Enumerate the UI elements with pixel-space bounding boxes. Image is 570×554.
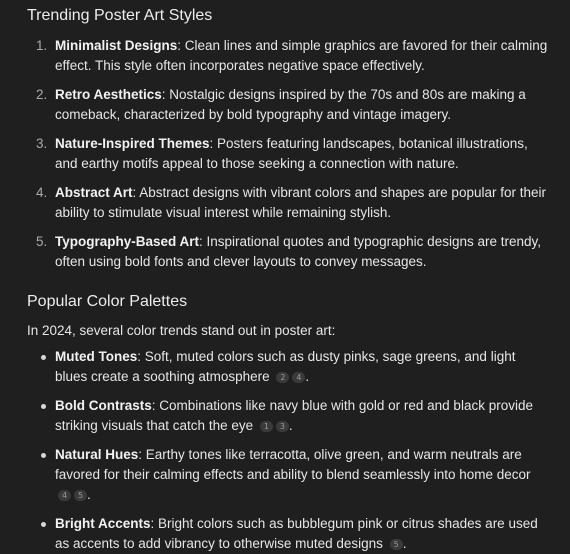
item-end: . <box>288 418 293 433</box>
item-term: Typography-Based Art <box>55 234 200 249</box>
item-term: Muted Tones <box>55 349 138 364</box>
list-number: 5. <box>36 234 48 249</box>
color-palettes-list <box>27 347 548 554</box>
item-text: : Inspirational quotes and typographic designs are trendy, often using bold fonts and clever layouts to convey messages. <box>55 234 541 269</box>
list-number: 3. <box>36 136 48 151</box>
item-text: : Clean lines and simple graphics are favored for their calming effect. This style often incorporates negative space effectively. <box>55 38 548 73</box>
list-item <box>27 183 548 223</box>
section-intro: In 2024, several color trends stand out in poster art: <box>27 323 336 338</box>
citation-badge[interactable]: 4 <box>58 490 71 501</box>
item-term: Natural Hues <box>55 447 139 462</box>
bullet-dot <box>41 453 46 458</box>
list-item <box>27 514 548 554</box>
list-item <box>27 445 548 505</box>
item-term: Retro Aesthetics <box>55 87 162 102</box>
item-end: . <box>305 369 310 384</box>
list-number: 2. <box>36 87 48 102</box>
citation-badge[interactable]: 5 <box>390 539 403 550</box>
item-text: : Bright colors such as bubblegum pink or citrus shades are used as accents to add vibrancy to otherwise muted designs <box>55 516 538 551</box>
list-item <box>27 85 548 125</box>
list-number: 4. <box>36 185 48 200</box>
bullet-dot <box>41 404 46 409</box>
citation-badge[interactable]: 2 <box>276 372 289 383</box>
item-text: : Earthy tones like terracotta, olive green, and warm neutrals are favored for their calming effects and ability to blend seamlessly into home decor <box>55 447 531 482</box>
item-term: Abstract Art <box>55 185 133 200</box>
citation-badge[interactable]: 4 <box>292 372 305 383</box>
item-end: . <box>402 536 407 551</box>
bullet-dot <box>41 522 46 527</box>
item-term: Nature-Inspired Themes <box>55 136 210 151</box>
list-number: 1. <box>36 38 48 53</box>
list-item <box>27 347 548 387</box>
item-text: : Soft, muted colors such as dusty pinks, sage greens, and light blues create a soothing atmosphere <box>55 349 516 384</box>
item-text: : Abstract designs with vibrant colors and shapes are popular for their ability to stimulate visual interest while remaining stylish. <box>55 185 546 220</box>
citation-badge[interactable]: 1 <box>260 421 273 432</box>
trending-styles-list <box>27 36 548 272</box>
item-term: Bright Accents <box>55 516 151 531</box>
item-end: . <box>87 487 91 502</box>
bullet-dot <box>41 355 46 360</box>
item-term: Minimalist Designs <box>55 38 178 53</box>
item-term: Bold Contrasts <box>55 398 152 413</box>
item-text: : Combinations like navy blue with gold or red and black provide striking visuals that catch the eye <box>55 398 533 433</box>
list-item <box>27 232 548 272</box>
section-heading-trending: Trending Poster Art Styles <box>27 7 213 24</box>
citation-badge[interactable]: 5 <box>74 490 87 501</box>
citation-badge[interactable]: 3 <box>276 421 289 432</box>
list-item <box>27 36 548 76</box>
item-text: : Posters featuring landscapes, botanical illustrations, and earthy motifs appeal to those seeking a connection with nature. <box>55 136 528 171</box>
item-text: : Nostalgic designs inspired by the 70s and 80s are making a comeback, characterized by bold typography and vintage imagery. <box>55 87 526 122</box>
list-item <box>27 134 548 174</box>
section-heading-palettes: Popular Color Palettes <box>27 293 188 310</box>
list-item <box>27 396 548 436</box>
